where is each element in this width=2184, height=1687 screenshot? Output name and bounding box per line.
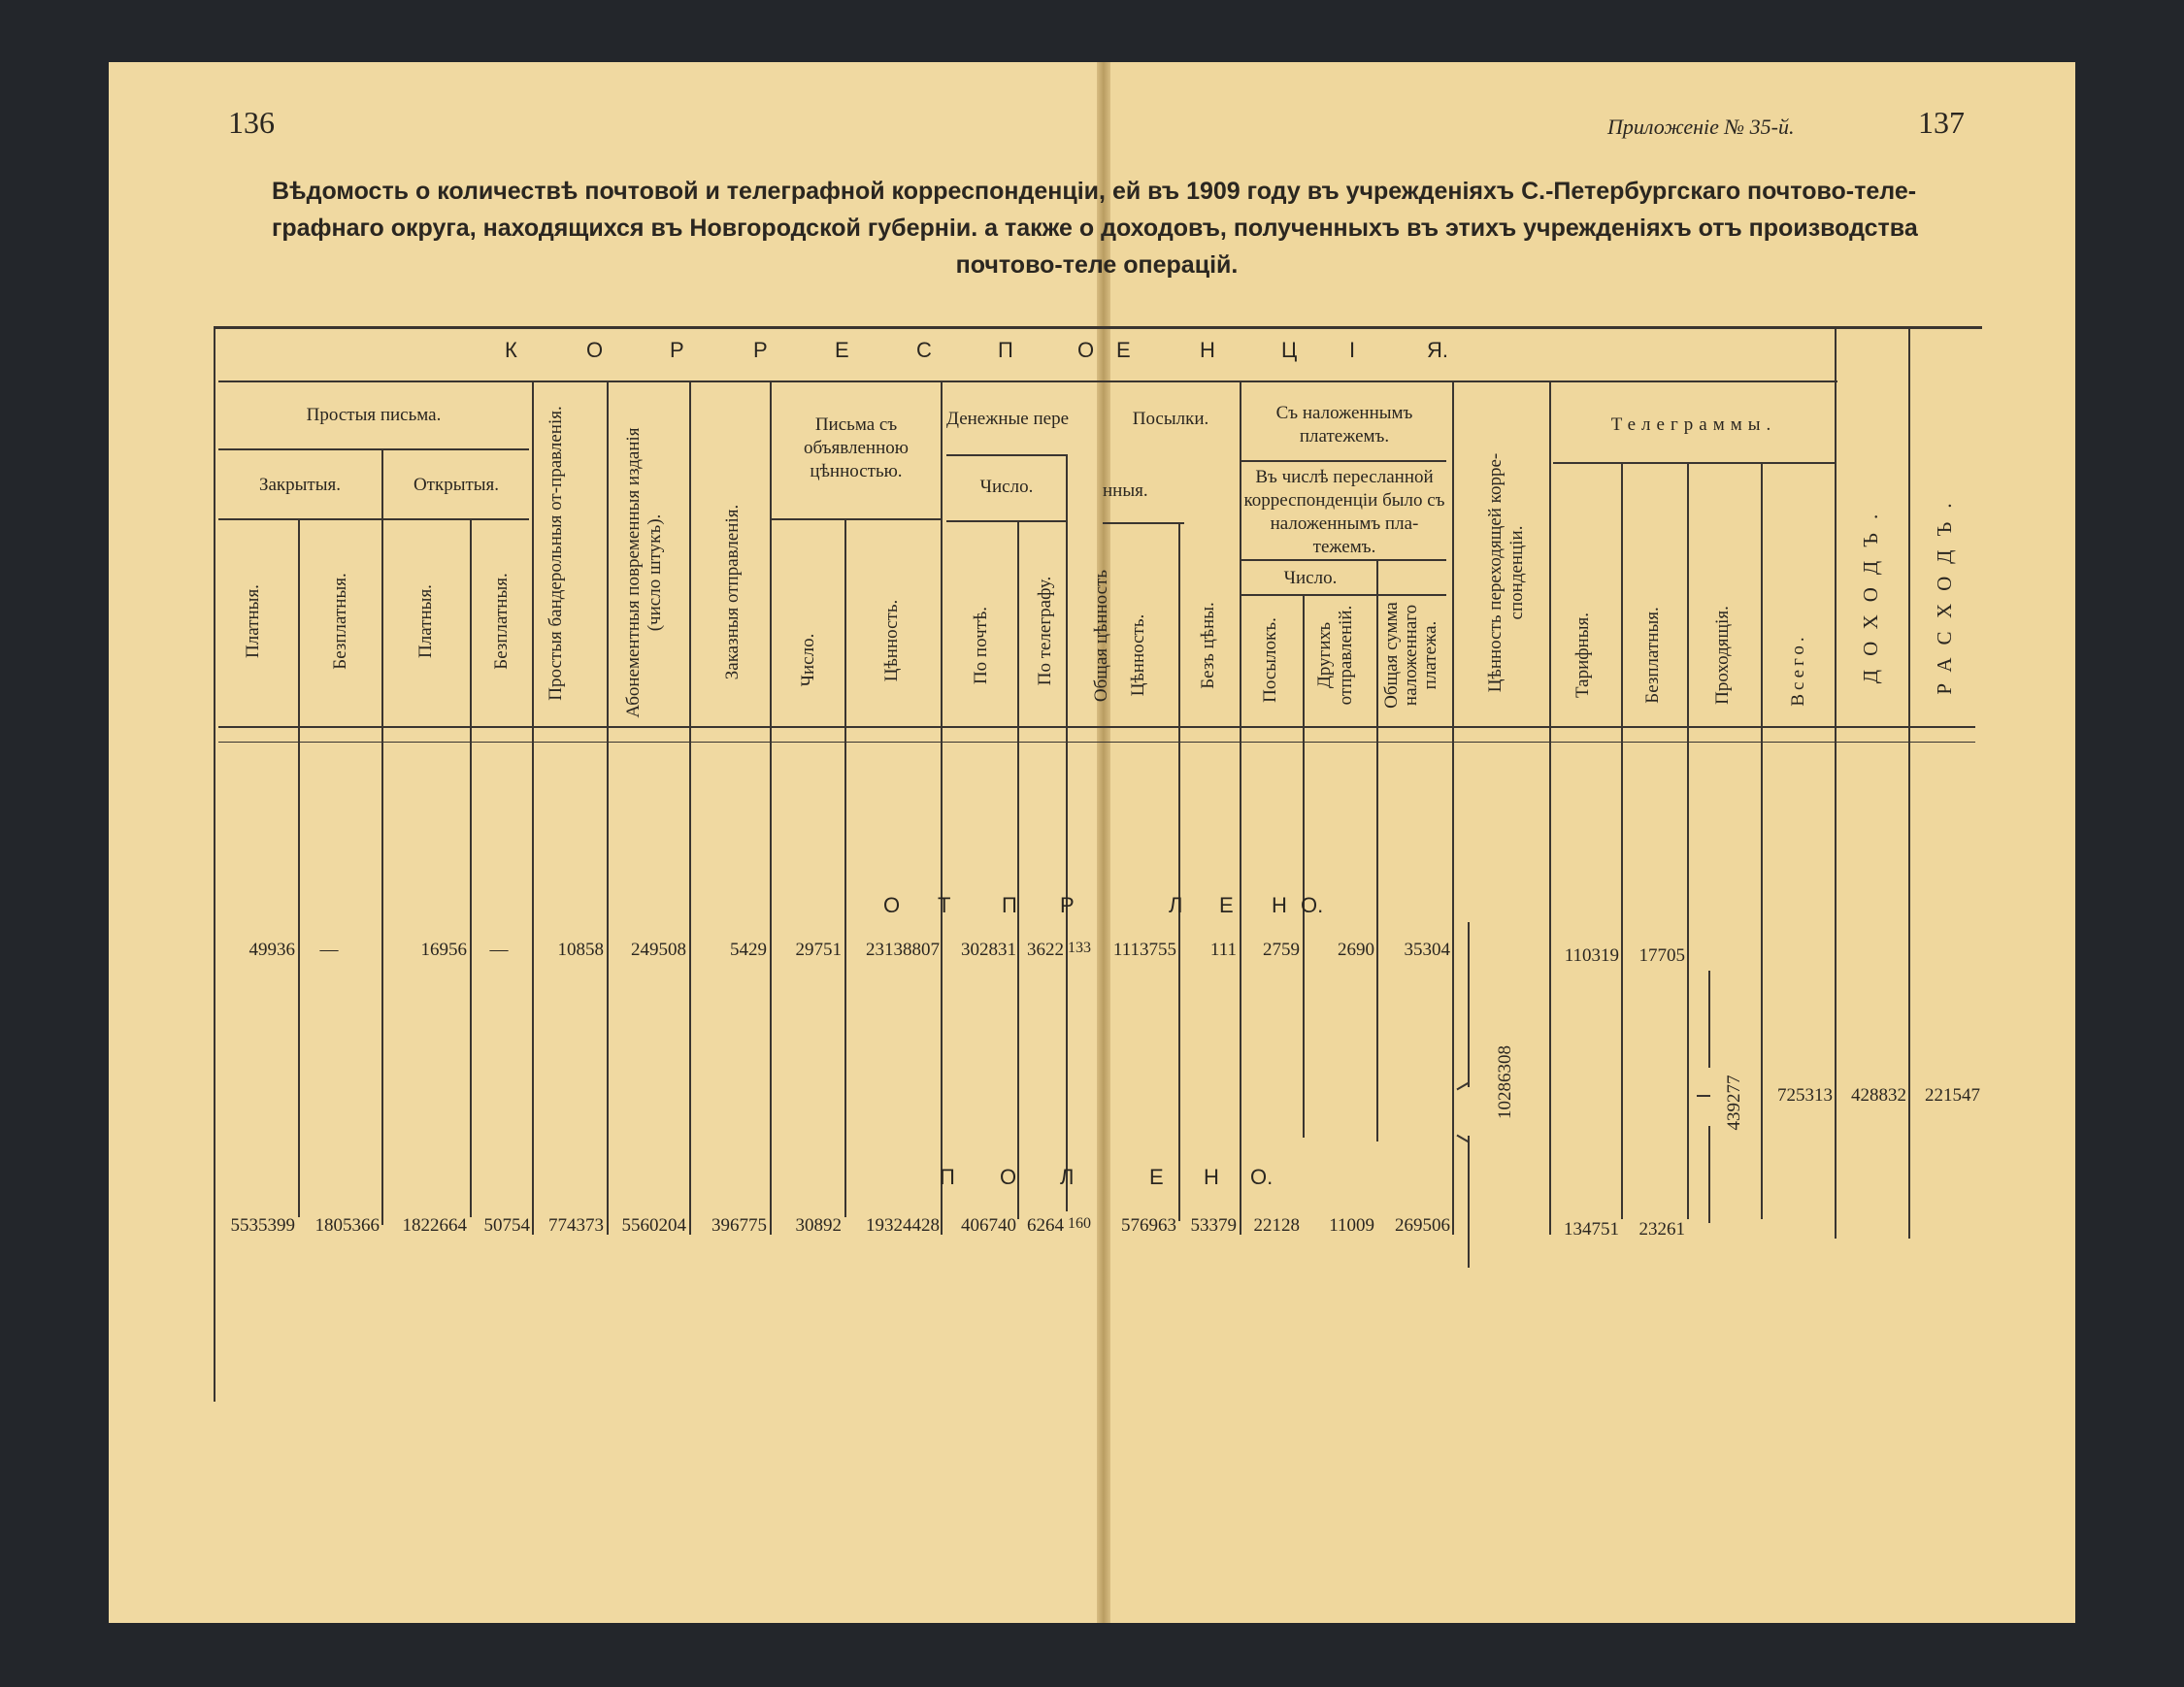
header-chislo-nal: Число.	[1283, 568, 1338, 588]
right-page	[1103, 62, 2075, 1623]
document-title: Вѣдомость о количествѣ почтовой и телеграфной корреспонденцiи, ей въ 1909 году въ учрежденiяхъ С.-Петербургскаго почтово-теле- графнаго округа, находящихся въ Новгородской губернiи. а также о доходовъ, полученныхъ въ этихъ учрежденiяхъ отъ производства почтово-теле операцiй.	[272, 178, 1918, 279]
merged-prokhodyashchiya: 439277	[1724, 1075, 1744, 1131]
col-abonem: Абонементныя повременныя изданiя (число штукъ).	[623, 427, 665, 718]
col-otkr-bezplatnyya: Безплатныя.	[491, 573, 512, 670]
col-pisma-chislo: Число.	[798, 633, 818, 687]
header-denezhnyya: Денежные пере	[946, 409, 1070, 429]
book-gutter	[1097, 62, 1110, 1623]
merged-tsennost-perekh: 10286308	[1495, 1045, 1515, 1119]
page-number-right: 137	[1918, 105, 1965, 140]
col-tg-bezplatnyya: Безплатныя.	[1642, 607, 1663, 704]
header-posylki: Посылки.	[1132, 409, 1209, 429]
col-posylok: Посылокъ.	[1260, 617, 1280, 703]
col-obshchaya-tsennost: Общая цѣнность	[1091, 569, 1111, 703]
col-tarifnyya: Тарифныя.	[1572, 612, 1593, 698]
header-otkrytyya: Открытыя.	[413, 475, 500, 495]
col-otkr-platnyya: Платныя.	[415, 584, 436, 658]
col-obshchaya-summa: Общая сумма наложеннаго платежа.	[1381, 602, 1440, 709]
col-dokhod: ДОХОДЪ.	[1859, 500, 1882, 684]
col-tsennost-perekh: Цѣнность переходящей корре-спонденцiи.	[1485, 452, 1527, 693]
merged-raskhod: 221547	[1925, 1085, 1980, 1106]
col-zakaznyya: Заказныя отправленiя.	[722, 504, 743, 680]
header-v-chisle: Въ числѣ пересланной корреспонденцiи было съ наложеннымъ пла-тежемъ.	[1243, 467, 1445, 557]
header-pisma-obyavl: Письма съ объявленною цѣнностью.	[804, 414, 909, 481]
col-bez-tseny: Безъ цѣны.	[1198, 602, 1218, 689]
col-zakr-platnyya: Платныя.	[243, 584, 263, 658]
col-po-telegrafu: По телеграфу.	[1035, 576, 1055, 686]
page-number-left: 136	[228, 105, 275, 140]
header-telegrammy: Телеграммы.	[1610, 414, 1777, 435]
col-raskhod: РАСХОДЪ.	[1933, 489, 1956, 695]
col-vsego: Всего.	[1788, 633, 1808, 707]
header-s-nalozh: Съ наложеннымъ платежемъ.	[1275, 403, 1413, 447]
header-prostyya-pisma: Простыя письма.	[306, 405, 442, 425]
header-tsennyya: нныя.	[1103, 480, 1148, 501]
col-posylki-tsennost: Цѣнность.	[1128, 613, 1148, 697]
col-banderol: Простыя бандерольныя от-правленiя.	[546, 406, 566, 701]
merged-vsego: 725313	[1777, 1085, 1833, 1106]
col-zakr-bezplatnyya: Безплатныя.	[330, 573, 350, 670]
appendix-label: Приложенiе № 35-й.	[1607, 115, 1795, 139]
col-po-pochte: По почтѣ.	[971, 606, 991, 685]
header-zakrytyya: Закрытыя.	[258, 475, 341, 495]
merged-dokhod: 428832	[1851, 1085, 1906, 1106]
col-drugikh: Другихъ отправленiй.	[1314, 605, 1356, 706]
header-chislo-den: Число.	[979, 477, 1034, 497]
col-pisma-tsennost: Цѣнность.	[881, 599, 902, 682]
col-prokhodyashchiya: Проходящiя.	[1712, 606, 1733, 705]
